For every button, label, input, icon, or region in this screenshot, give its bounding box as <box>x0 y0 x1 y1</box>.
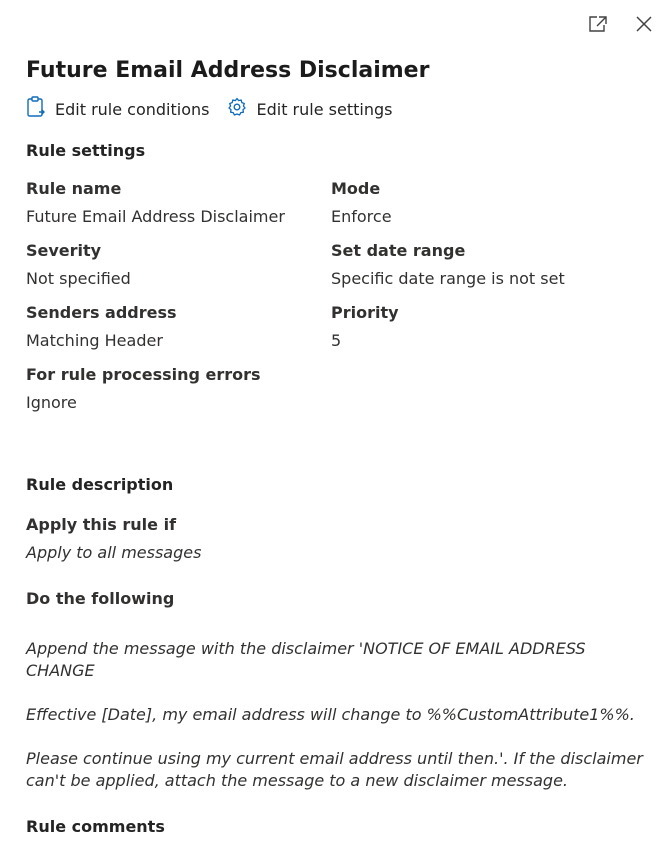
senders-address-label: Senders address <box>26 303 177 322</box>
priority-label: Priority <box>331 303 399 322</box>
action-description-line-3: Please continue using my current email address until then.'. If the disclaimer can't be applied, attach the message to a new disclaimer message. <box>26 749 643 790</box>
gear-icon <box>227 97 247 121</box>
priority-value: 5 <box>331 331 342 350</box>
rule-settings-heading: Rule settings <box>26 141 146 160</box>
severity-label: Severity <box>26 241 102 260</box>
edit-rule-conditions-label: Edit rule conditions <box>55 99 210 119</box>
action-description-line-1: Append the message with the disclaimer 'NOTICE OF EMAIL ADDRESS CHANGE <box>26 639 586 680</box>
action-bar <box>26 94 650 124</box>
date-range-value: Specific date range is not set <box>331 269 565 288</box>
senders-address-field <box>26 302 331 352</box>
senders-address-value: Matching Header <box>26 331 163 350</box>
date-range-label: Set date range <box>331 241 466 260</box>
apply-rule-if-value: Apply to all messages <box>26 543 202 562</box>
mode-value: Enforce <box>331 207 392 226</box>
processing-errors-label: For rule processing errors <box>26 365 261 384</box>
rule-name-field <box>26 178 331 228</box>
page-title: Future Email Address Disclaimer <box>26 58 430 83</box>
rule-details-panel <box>26 56 650 838</box>
edit-rule-conditions-button[interactable] <box>26 96 209 122</box>
processing-errors-field <box>26 364 331 414</box>
edit-rule-settings-label: Edit rule settings <box>256 99 393 119</box>
priority-field <box>331 302 650 352</box>
do-the-following-label: Do the following <box>26 589 175 608</box>
clipboard-icon <box>26 96 46 122</box>
rule-name-value: Future Email Address Disclaimer <box>26 207 285 226</box>
rule-description-heading: Rule description <box>26 475 174 494</box>
apply-rule-if-label: Apply this rule if <box>26 515 177 534</box>
mode-label: Mode <box>331 179 381 198</box>
date-range-field <box>331 240 650 290</box>
processing-errors-value: Ignore <box>26 393 77 412</box>
rule-settings-grid <box>26 178 650 414</box>
window-controls <box>586 12 656 36</box>
edit-rule-settings-button[interactable] <box>227 97 392 121</box>
action-description-line-2: Effective [Date], my email address will change to %%CustomAttribute1%%. <box>26 705 635 724</box>
popout-icon[interactable] <box>586 12 610 36</box>
rule-name-label: Rule name <box>26 179 122 198</box>
rule-comments-heading: Rule comments <box>26 817 165 836</box>
severity-value: Not specified <box>26 269 131 288</box>
close-icon[interactable] <box>632 12 656 36</box>
severity-field <box>26 240 331 290</box>
mode-field <box>331 178 650 228</box>
